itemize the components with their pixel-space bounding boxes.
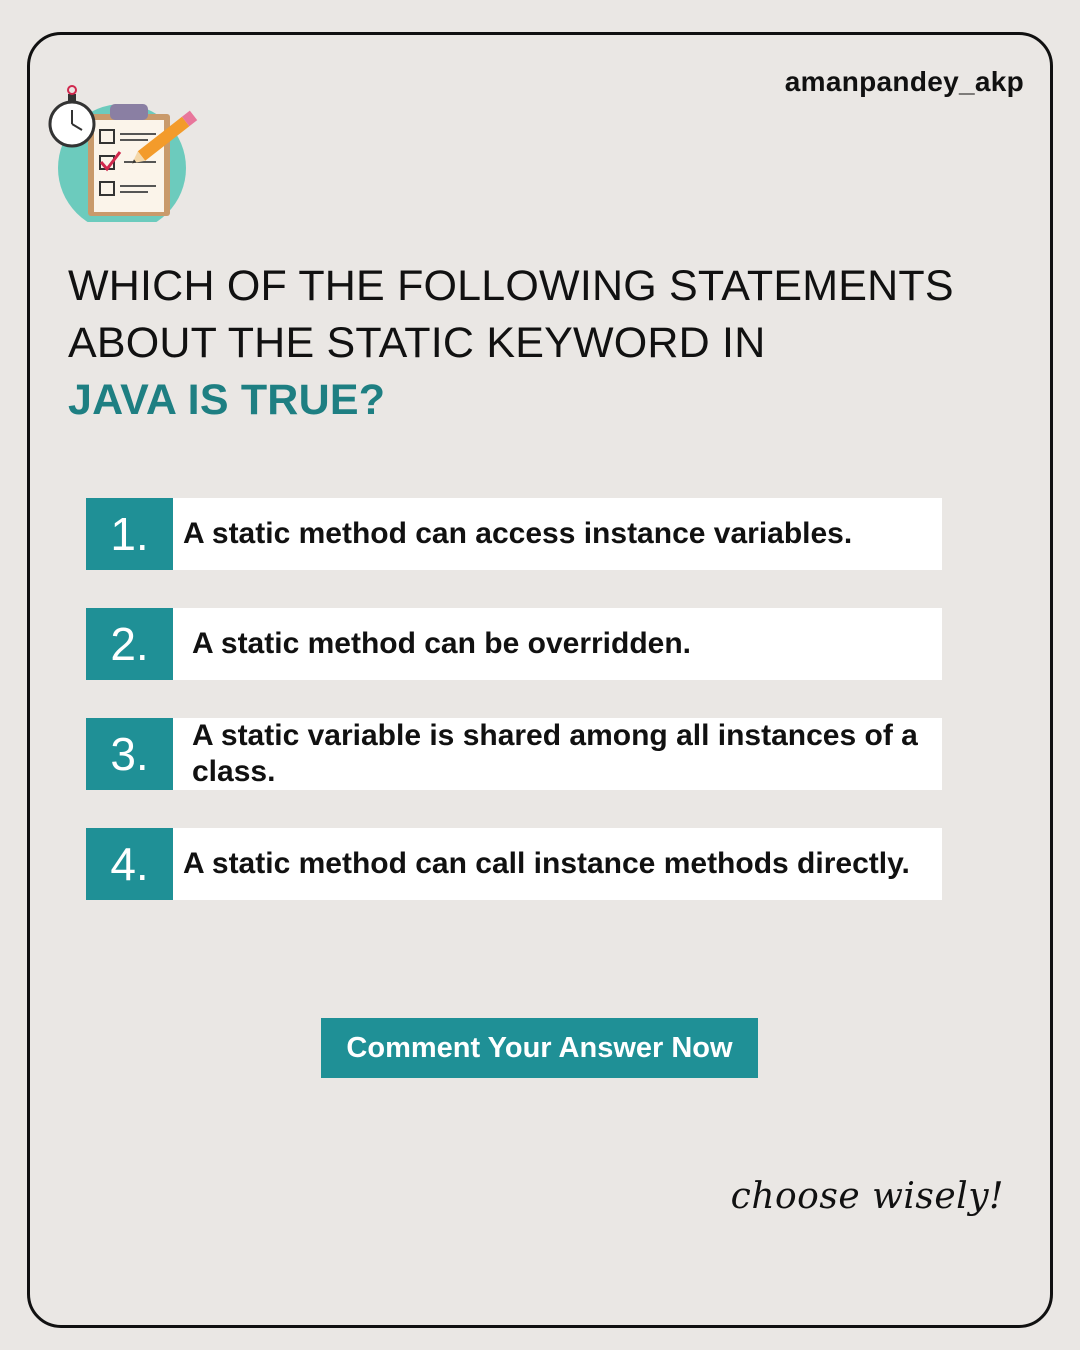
- author-handle: amanpandey_akp: [784, 66, 1024, 97]
- card-frame: [27, 32, 1053, 1328]
- option-number: 3.: [86, 718, 173, 790]
- clipboard-checklist-icon: [44, 84, 204, 222]
- option-1[interactable]: [86, 498, 942, 570]
- option-number: 2.: [86, 608, 173, 680]
- option-2[interactable]: [86, 608, 942, 680]
- option-text: A static variable is shared among all instances of a class.: [192, 719, 918, 788]
- comment-answer-button[interactable]: Comment Your Answer Now: [321, 1018, 758, 1078]
- signoff-text: choose wisely!: [730, 1176, 1004, 1217]
- question-line-1: WHICH OF THE FOLLOWING STATEMENTS: [68, 262, 954, 310]
- option-number: 4.: [86, 828, 173, 900]
- question-title: [68, 258, 1028, 429]
- question-line-2: ABOUT THE STATIC KEYWORD IN: [68, 319, 766, 367]
- option-text: A static method can call instance methods directly.: [183, 847, 910, 880]
- option-number: 1.: [86, 498, 173, 570]
- option-4[interactable]: [86, 828, 942, 900]
- question-line-3: JAVA IS TRUE?: [68, 376, 386, 424]
- option-3[interactable]: [86, 718, 942, 790]
- option-text: A static method can be overridden.: [192, 627, 691, 660]
- option-text: A static method can access instance variables.: [183, 517, 853, 550]
